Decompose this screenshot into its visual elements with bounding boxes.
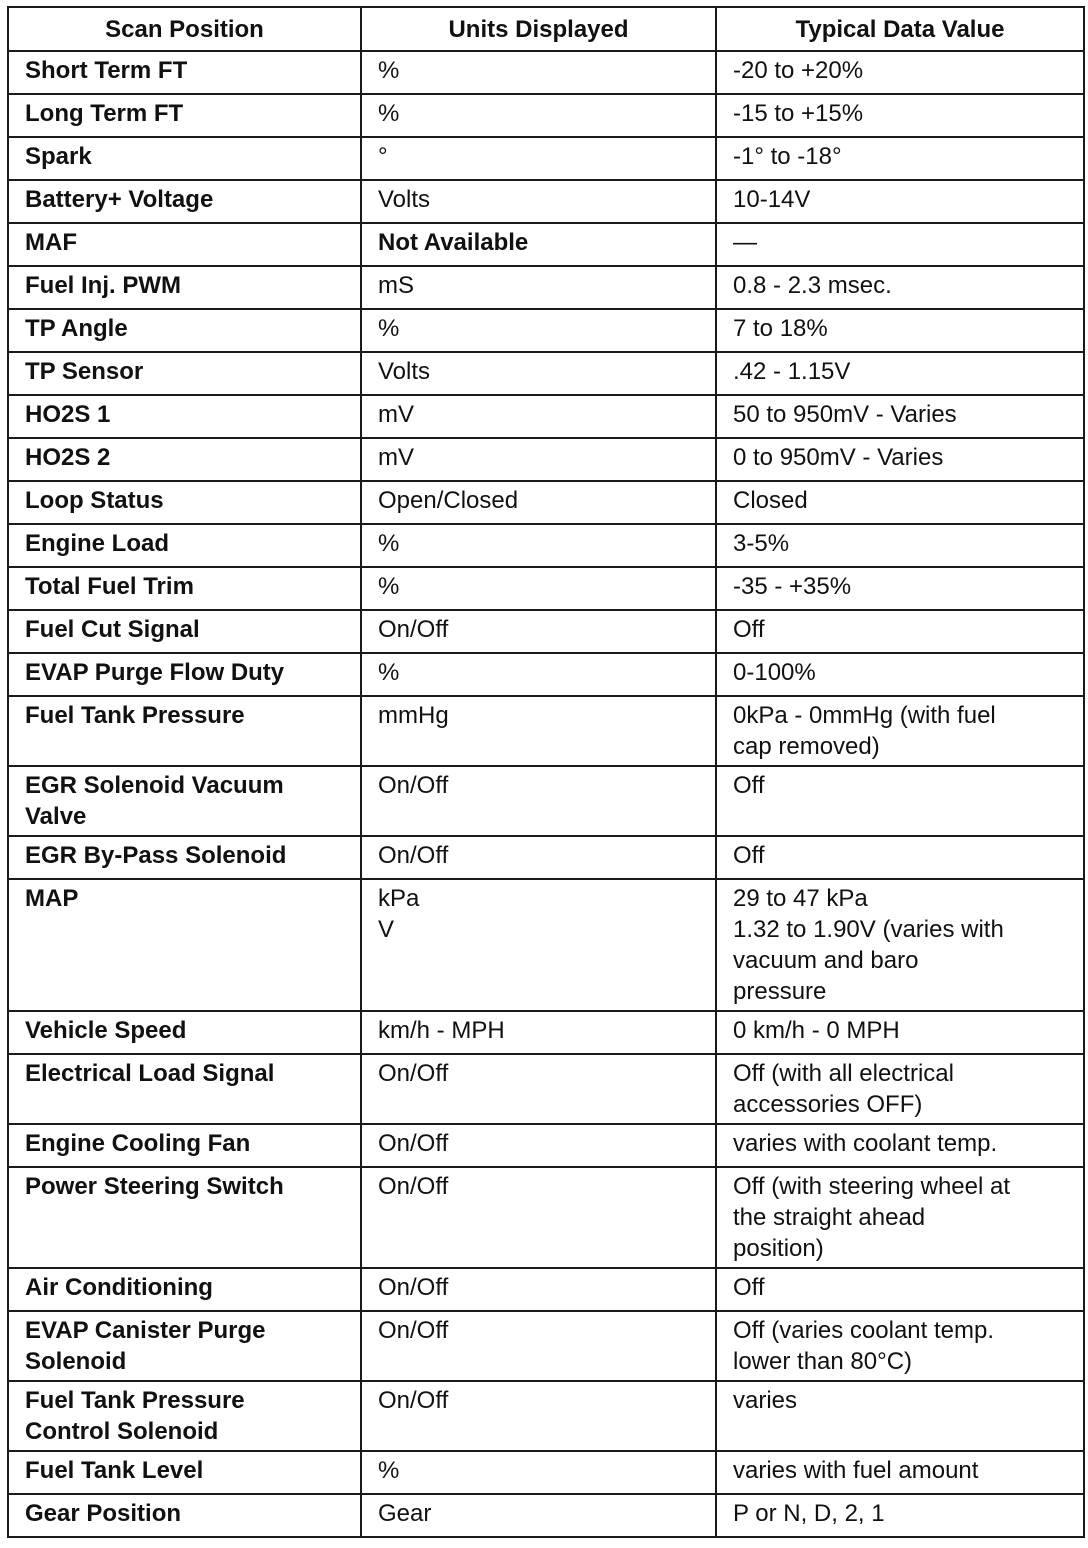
units-cell: kPa V bbox=[361, 879, 716, 1011]
scan-position-cell: MAF bbox=[8, 223, 361, 266]
units-cell: Not Available bbox=[361, 223, 716, 266]
typical-value-cell: 10-14V bbox=[716, 180, 1084, 223]
scan-position-cell: Fuel Cut Signal bbox=[8, 610, 361, 653]
units-cell: On/Off bbox=[361, 1054, 716, 1124]
table-row bbox=[8, 1167, 1084, 1268]
table-row bbox=[8, 836, 1084, 879]
header-row bbox=[8, 7, 1084, 51]
units-cell: On/Off bbox=[361, 1268, 716, 1311]
table-row bbox=[8, 1381, 1084, 1451]
scan-position-cell: EVAP Canister Purge Solenoid bbox=[8, 1311, 361, 1381]
units-cell: Open/Closed bbox=[361, 481, 716, 524]
table-row bbox=[8, 1494, 1084, 1537]
table-row bbox=[8, 567, 1084, 610]
table-row bbox=[8, 481, 1084, 524]
scan-position-cell: MAP bbox=[8, 879, 361, 1011]
scan-position-cell: Loop Status bbox=[8, 481, 361, 524]
typical-value-cell: 3-5% bbox=[716, 524, 1084, 567]
scan-position-cell: Fuel Tank Level bbox=[8, 1451, 361, 1494]
scan-position-cell: Fuel Tank Pressure Control Solenoid bbox=[8, 1381, 361, 1451]
typical-value-cell: Off (with all electrical accessories OFF) bbox=[716, 1054, 1084, 1124]
table-row bbox=[8, 524, 1084, 567]
units-cell: On/Off bbox=[361, 1124, 716, 1167]
units-cell: mV bbox=[361, 438, 716, 481]
typical-value-cell: P or N, D, 2, 1 bbox=[716, 1494, 1084, 1537]
scan-position-cell: Battery+ Voltage bbox=[8, 180, 361, 223]
units-cell: On/Off bbox=[361, 610, 716, 653]
typical-value-cell: varies bbox=[716, 1381, 1084, 1451]
scan-position-cell: EGR Solenoid Vacuum Valve bbox=[8, 766, 361, 836]
typical-value-cell: Off (with steering wheel at the straight ahead position) bbox=[716, 1167, 1084, 1268]
units-cell: Gear bbox=[361, 1494, 716, 1537]
table-row bbox=[8, 610, 1084, 653]
table-row bbox=[8, 438, 1084, 481]
table-row bbox=[8, 879, 1084, 1011]
units-cell: % bbox=[361, 1451, 716, 1494]
units-cell: On/Off bbox=[361, 836, 716, 879]
units-cell: % bbox=[361, 653, 716, 696]
typical-value-cell: Off bbox=[716, 1268, 1084, 1311]
table-row bbox=[8, 696, 1084, 766]
scan-position-cell: Fuel Tank Pressure bbox=[8, 696, 361, 766]
scan-data-table bbox=[7, 6, 1085, 1538]
typical-value-cell: -15 to +15% bbox=[716, 94, 1084, 137]
table-row bbox=[8, 180, 1084, 223]
typical-value-cell: Off bbox=[716, 836, 1084, 879]
table-row bbox=[8, 653, 1084, 696]
typical-value-cell: — bbox=[716, 223, 1084, 266]
table-row bbox=[8, 223, 1084, 266]
scan-position-cell: Long Term FT bbox=[8, 94, 361, 137]
typical-value-cell: varies with coolant temp. bbox=[716, 1124, 1084, 1167]
units-cell: km/h - MPH bbox=[361, 1011, 716, 1054]
table-row bbox=[8, 352, 1084, 395]
typical-value-cell: Off bbox=[716, 766, 1084, 836]
scan-position-cell: Short Term FT bbox=[8, 51, 361, 94]
units-cell: Volts bbox=[361, 180, 716, 223]
scan-position-cell: Total Fuel Trim bbox=[8, 567, 361, 610]
scan-position-cell: Electrical Load Signal bbox=[8, 1054, 361, 1124]
typical-value-cell: 0.8 - 2.3 msec. bbox=[716, 266, 1084, 309]
table-row bbox=[8, 137, 1084, 180]
units-cell: % bbox=[361, 309, 716, 352]
typical-value-cell: .42 - 1.15V bbox=[716, 352, 1084, 395]
units-cell: mV bbox=[361, 395, 716, 438]
table-header bbox=[8, 7, 1084, 51]
scan-position-cell: EVAP Purge Flow Duty bbox=[8, 653, 361, 696]
scan-position-cell: EGR By-Pass Solenoid bbox=[8, 836, 361, 879]
header-units-displayed: Units Displayed bbox=[361, 7, 716, 51]
typical-value-cell: 7 to 18% bbox=[716, 309, 1084, 352]
typical-value-cell: 29 to 47 kPa 1.32 to 1.90V (varies with vacuum and baro pressure bbox=[716, 879, 1084, 1011]
table-row bbox=[8, 1451, 1084, 1494]
header-scan-position: Scan Position bbox=[8, 7, 361, 51]
table-row bbox=[8, 51, 1084, 94]
scan-position-cell: TP Angle bbox=[8, 309, 361, 352]
scan-position-cell: Gear Position bbox=[8, 1494, 361, 1537]
scan-position-cell: Fuel Inj. PWM bbox=[8, 266, 361, 309]
units-cell: Volts bbox=[361, 352, 716, 395]
typical-value-cell: -20 to +20% bbox=[716, 51, 1084, 94]
scan-position-cell: TP Sensor bbox=[8, 352, 361, 395]
units-cell: % bbox=[361, 567, 716, 610]
scan-position-cell: Engine Load bbox=[8, 524, 361, 567]
scan-position-cell: Air Conditioning bbox=[8, 1268, 361, 1311]
units-cell: mmHg bbox=[361, 696, 716, 766]
units-cell: % bbox=[361, 94, 716, 137]
table-row bbox=[8, 1311, 1084, 1381]
header-typical-data-value: Typical Data Value bbox=[716, 7, 1084, 51]
scan-position-cell: Engine Cooling Fan bbox=[8, 1124, 361, 1167]
units-cell: % bbox=[361, 51, 716, 94]
typical-value-cell: -1° to -18° bbox=[716, 137, 1084, 180]
scan-position-cell: HO2S 2 bbox=[8, 438, 361, 481]
table-row bbox=[8, 266, 1084, 309]
table-row bbox=[8, 1011, 1084, 1054]
typical-value-cell: Off (varies coolant temp. lower than 80°C) bbox=[716, 1311, 1084, 1381]
table-row bbox=[8, 94, 1084, 137]
scan-position-cell: HO2S 1 bbox=[8, 395, 361, 438]
units-cell: On/Off bbox=[361, 1311, 716, 1381]
typical-value-cell: 0 to 950mV - Varies bbox=[716, 438, 1084, 481]
units-cell: ° bbox=[361, 137, 716, 180]
typical-value-cell: 0-100% bbox=[716, 653, 1084, 696]
typical-value-cell: 0kPa - 0mmHg (with fuel cap removed) bbox=[716, 696, 1084, 766]
typical-value-cell: 50 to 950mV - Varies bbox=[716, 395, 1084, 438]
units-cell: % bbox=[361, 524, 716, 567]
table-body bbox=[8, 51, 1084, 1537]
typical-value-cell: -35 - +35% bbox=[716, 567, 1084, 610]
scan-position-cell: Spark bbox=[8, 137, 361, 180]
units-cell: On/Off bbox=[361, 766, 716, 836]
typical-value-cell: Closed bbox=[716, 481, 1084, 524]
typical-value-cell: varies with fuel amount bbox=[716, 1451, 1084, 1494]
table-row bbox=[8, 1268, 1084, 1311]
typical-value-cell: Off bbox=[716, 610, 1084, 653]
table-row bbox=[8, 395, 1084, 438]
units-cell: On/Off bbox=[361, 1381, 716, 1451]
table-row bbox=[8, 1124, 1084, 1167]
table-row bbox=[8, 766, 1084, 836]
units-cell: On/Off bbox=[361, 1167, 716, 1268]
units-cell: mS bbox=[361, 266, 716, 309]
scan-position-cell: Power Steering Switch bbox=[8, 1167, 361, 1268]
table-row bbox=[8, 1054, 1084, 1124]
table-row bbox=[8, 309, 1084, 352]
typical-value-cell: 0 km/h - 0 MPH bbox=[716, 1011, 1084, 1054]
scan-position-cell: Vehicle Speed bbox=[8, 1011, 361, 1054]
